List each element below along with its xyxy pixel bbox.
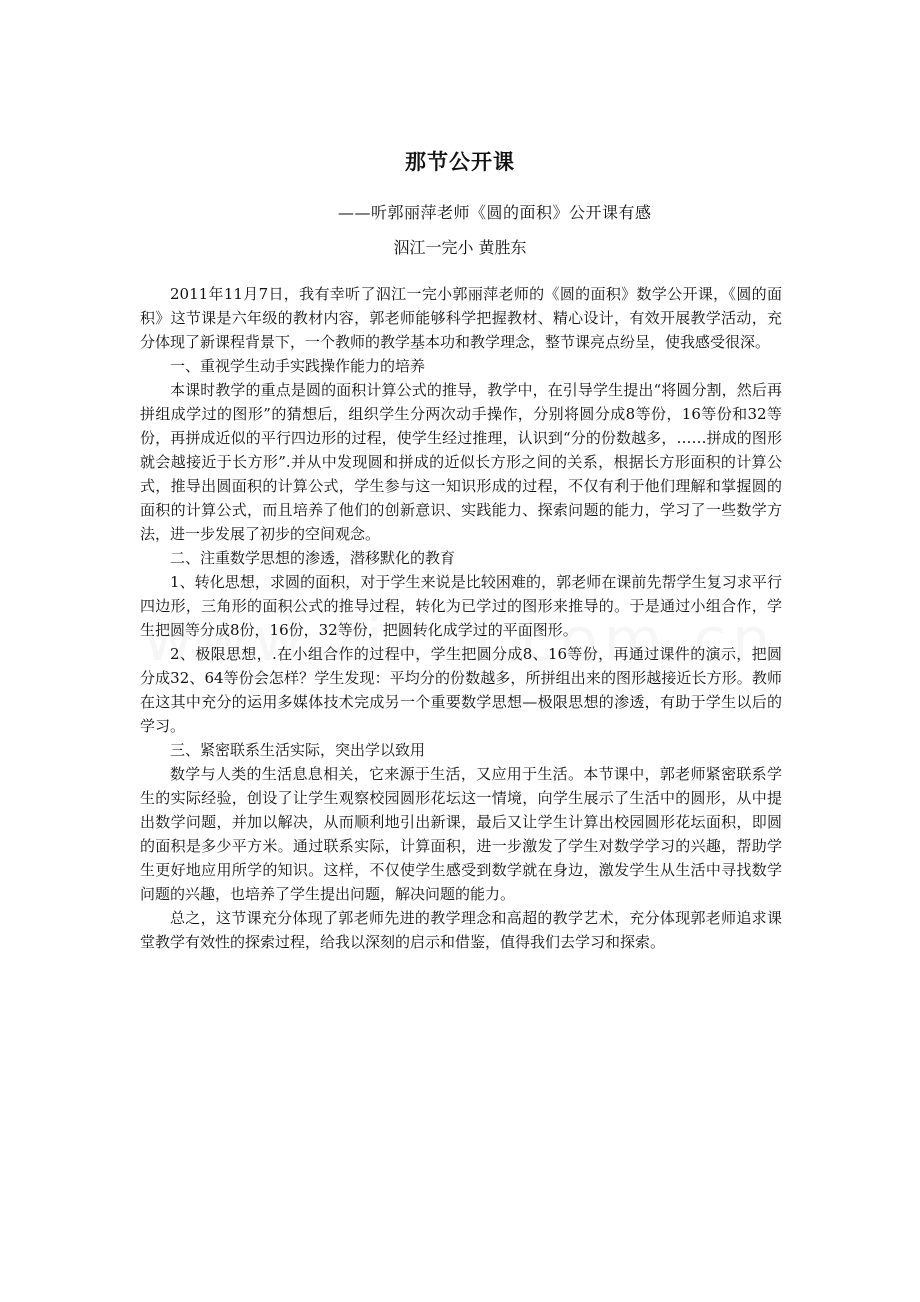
- document-title: 那节公开课: [405, 150, 515, 174]
- paragraph-intro: 2011年11月7日，我有幸听了泅江一完小郭丽萍老师的《圆的面积》数学公开课，《圆的面积》这节课是六年级的教材内容，郭老师能够科学把握教材、精心设计，有效开展教学活动，充分体现了新课程背景下，一个教师的教学基本功和教学理念，整节课亮点纷呈，使我感受很深。: [140, 285, 782, 351]
- section-heading-1: 一、重视学生动手实践操作能力的培养: [170, 357, 426, 375]
- section-heading-2: 二、注重数学思想的渗透，潜移默化的教育: [170, 549, 456, 567]
- paragraph-section-3: 数学与人类的生活息息相关，它来源于生活，又应用于生活。本节课中，郭老师紧密联系学生的实际经验，创设了让学生观察校园圆形花坛这一情境，向学生展示了生活中的圆形，从中提出数学问题，并加以解决，从而顺利地引出新课，最后又让学生计算出校园圆形花坛面积，即圆的面积是多少平方米。通过联系实际，计算面积，进一步激发了学生对数学学习的兴趣，帮助学生更好地应用所学的知识。这样，不仅使学生感受到数学就在身边，激发学生从生活中寻找数学问题的兴趣，也培养了学生提出问题，解决问题的能力。: [140, 765, 782, 903]
- section-heading-3: 三、紧密联系生活实际，突出学以致用: [170, 741, 426, 759]
- document-body: [140, 282, 782, 954]
- paragraph-limit-idea: 2、极限思想，.在小组合作的过程中，学生把圆分成8、16等份，再通过课件的演示，把圆分成32、64等份会怎样？学生发现：平均分的份数越多，所拼组出来的图形越接近长方形。教师在这其中充分的运用多媒体技术完成另一个重要数学思想—极限思想的渗透，有助于学生以后的学习。: [140, 645, 782, 735]
- paragraph-section-1: 本课时教学的重点是圆的面积计算公式的推导，教学中，在引导学生提出“将圆分割，然后再拼组成学过的图形”的猜想后，组织学生分两次动手操作，分别将圆分成8等份，16等份和32等份，再拼成近似的平行四边形的过程，使学生经过推理，认识到“分的份数越多，……拼成的图形就会越接近于长方形”.并从中发现圆和拼成的近似长方形之间的关系，根据长方形面积的计算公式，推导出圆面积的计算公式，学生参与这一知识形成的过程，不仅有利于他们理解和掌握圆的面积的计算公式，而且培养了他们的创新意识、实践能力、探索问题的能力，学习了一些数学方法，进一步发展了初步的空间观念。: [140, 381, 782, 543]
- document-author: 泅江一完小 黄胜东: [393, 238, 527, 257]
- document-subtitle: ——听郭丽萍老师《圆的面积》公开课有感: [338, 203, 652, 222]
- paragraph-conclusion: 总之，这节课充分体现了郭老师先进的教学理念和高超的教学艺术，充分体现郭老师追求课堂教学有效性的探索过程，给我以深刻的启示和借鉴，值得我们去学习和探索。: [140, 909, 782, 951]
- paragraph-transformation-idea: 1、转化思想，求圆的面积，对于学生来说是比较困难的，郭老师在课前先帮学生复习求平行四边形，三角形的面积公式的推导过程，转化为已学过的图形来推导的。于是通过小组合作，学生把圆等分成8份，16份，32等份，把圆转化成学过的平面图形。: [140, 573, 782, 639]
